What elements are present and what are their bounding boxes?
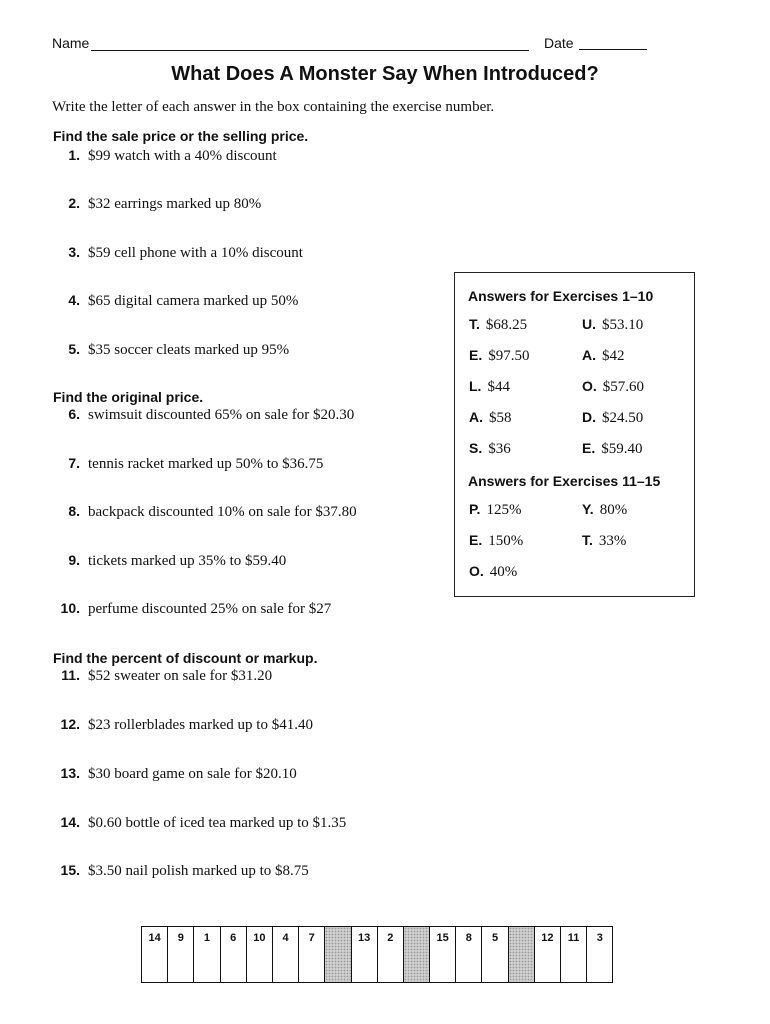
exercise-item [52, 667, 272, 685]
word-separator-cell [509, 926, 535, 983]
answer-cell[interactable]: 2 [378, 926, 404, 983]
answer-value: $42 [602, 348, 625, 364]
answer-value: 125% [486, 502, 522, 518]
answer-option [469, 440, 511, 458]
exercise-item [52, 292, 298, 310]
answer-option [582, 532, 626, 550]
exercise-text: backpack discounted 10% on sale for $37.80 [88, 504, 357, 520]
answer-option [469, 378, 510, 396]
instructions: Write the letter of each answer in the box containing the exercise number. [52, 99, 495, 115]
answer-letter: E. [469, 347, 483, 363]
answer-option [469, 501, 521, 519]
answer-option [582, 440, 642, 458]
answer-cell[interactable]: 1 [194, 926, 220, 983]
answer-option [582, 347, 625, 365]
answer-option [469, 563, 517, 581]
answer-value: 150% [488, 533, 524, 549]
answer-letter: T. [469, 316, 480, 332]
answer-letter: Y. [582, 501, 594, 517]
answer-value: $24.50 [602, 410, 644, 426]
answer-value: $59.40 [601, 441, 643, 457]
exercise-text: tickets marked up 35% to $59.40 [88, 553, 287, 569]
answer-value: $97.50 [488, 348, 530, 364]
section-heading-original-price: Find the original price. [53, 389, 204, 405]
answer-box [454, 272, 695, 597]
exercise-number: 13. [60, 765, 80, 781]
answer-option [582, 501, 627, 519]
word-separator-cell [404, 926, 430, 983]
name-label: Name [52, 35, 90, 51]
answer-letter: A. [469, 409, 483, 425]
exercise-item [52, 716, 313, 734]
exercise-number: 12. [60, 716, 80, 732]
exercise-text: $35 soccer cleats marked up 95% [88, 342, 290, 358]
answer-option [582, 316, 643, 334]
answer-option [582, 409, 643, 427]
exercise-text: $3.50 nail polish marked up to $8.75 [88, 863, 309, 879]
answer-value: $44 [487, 379, 510, 395]
exercise-number: 5. [68, 341, 80, 357]
answer-value: $68.25 [485, 317, 528, 333]
answer-letter: E. [469, 532, 483, 548]
answer-letter: S. [469, 440, 483, 456]
answer-cell[interactable]: 5 [482, 926, 508, 983]
answer-option [469, 316, 527, 334]
name-field[interactable] [52, 35, 529, 51]
exercise-number: 11. [61, 667, 80, 683]
answer-cell[interactable]: 13 [352, 926, 378, 983]
exercise-item [52, 406, 354, 424]
exercise-text: $23 rollerblades marked up to $41.40 [88, 717, 313, 733]
answer-letter: L. [469, 378, 482, 394]
answer-cell[interactable]: 6 [221, 926, 247, 983]
exercise-text: $0.60 bottle of iced tea marked up to $1.35 [88, 815, 347, 831]
exercise-item [52, 455, 323, 473]
answer-box-heading-1-10: Answers for Exercises 1–10 [468, 288, 654, 304]
answer-letter: O. [469, 563, 484, 579]
exercise-number: 8. [68, 503, 80, 519]
answer-box-heading-11-15: Answers for Exercises 11–15 [468, 473, 661, 489]
answer-letter: P. [469, 501, 481, 517]
exercise-item [52, 862, 309, 880]
date-line[interactable] [579, 35, 647, 50]
exercise-number: 3. [68, 244, 80, 260]
answer-value: 80% [599, 502, 628, 518]
answer-option [469, 347, 529, 365]
answer-letter: U. [582, 316, 596, 332]
answer-cell[interactable]: 3 [587, 926, 613, 983]
exercise-number: 6. [68, 406, 80, 422]
answer-value: $53.10 [602, 317, 644, 333]
answer-value: 33% [598, 533, 627, 549]
exercise-text: perfume discounted 25% on sale for $27 [88, 601, 332, 617]
answer-letter: O. [582, 378, 597, 394]
exercise-item [52, 147, 277, 165]
answer-cell[interactable]: 14 [142, 926, 168, 983]
exercise-item [52, 600, 331, 618]
exercise-item [52, 244, 303, 262]
exercise-item [52, 195, 261, 213]
exercise-item [52, 814, 346, 832]
section-heading-sale-price: Find the sale price or the selling price. [53, 128, 309, 144]
answer-letter: A. [582, 347, 596, 363]
answer-option [469, 532, 523, 550]
answer-value: $36 [488, 441, 511, 457]
answer-value: $58 [489, 410, 512, 426]
section-heading-percent: Find the percent of discount or markup. [53, 650, 318, 666]
exercise-number: 1. [68, 147, 80, 163]
exercise-number: 2. [68, 195, 80, 211]
exercise-text: $32 earrings marked up 80% [88, 196, 262, 212]
exercise-item [52, 552, 286, 570]
word-separator-cell [325, 926, 351, 983]
answer-value: $57.60 [602, 379, 645, 395]
exercise-number: 14. [60, 814, 80, 830]
answer-cell[interactable]: 15 [430, 926, 456, 983]
exercise-text: $59 cell phone with a 10% discount [88, 245, 303, 261]
name-line[interactable] [91, 36, 529, 51]
exercise-number: 9. [68, 552, 80, 568]
answer-cell[interactable]: 7 [299, 926, 325, 983]
answer-cell[interactable]: 11 [561, 926, 587, 983]
exercise-number: 7. [68, 455, 80, 471]
answer-cell[interactable]: 4 [273, 926, 299, 983]
answer-cell[interactable]: 8 [456, 926, 482, 983]
exercise-number: 15. [60, 862, 80, 878]
answer-option [469, 409, 512, 427]
exercise-text: swimsuit discounted 65% on sale for $20.30 [88, 407, 355, 423]
answer-grid [141, 926, 613, 983]
answer-value: 40% [489, 564, 518, 580]
answer-letter: D. [582, 409, 596, 425]
exercise-number: 10. [60, 600, 80, 616]
exercise-item [52, 503, 357, 521]
answer-cell[interactable]: 10 [247, 926, 273, 983]
exercise-number: 4. [68, 292, 80, 308]
exercise-text: $52 sweater on sale for $31.20 [88, 668, 273, 684]
exercise-text: $99 watch with a 40% discount [88, 148, 277, 164]
answer-cell[interactable]: 12 [535, 926, 561, 983]
answer-cell[interactable]: 9 [168, 926, 194, 983]
answer-letter: E. [582, 440, 596, 456]
exercise-item [52, 341, 289, 359]
answer-option [582, 378, 644, 396]
answer-letter: T. [582, 532, 593, 548]
date-label: Date [544, 35, 574, 51]
exercise-text: $65 digital camera marked up 50% [88, 293, 299, 309]
exercise-text: tennis racket marked up 50% to $36.75 [88, 456, 324, 472]
exercise-text: $30 board game on sale for $20.10 [88, 766, 297, 782]
exercise-item [52, 765, 297, 783]
page-title: What Does A Monster Say When Introduced? [171, 63, 599, 85]
